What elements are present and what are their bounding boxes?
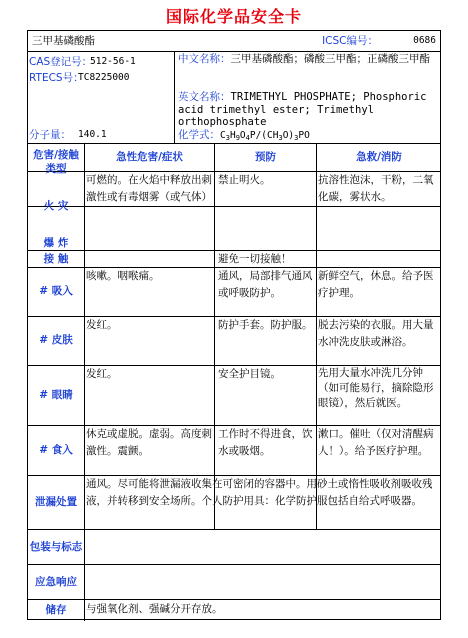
icsc-label: ICSC编号： — [322, 35, 378, 47]
storage-text: 与强氧化剂、强碱分开存放。 — [86, 603, 223, 615]
row-label-spill: 泄漏处置 — [35, 496, 77, 508]
skin-firstaid: 脱去污染的衣服。用大量水冲洗皮肤或淋浴。 — [318, 319, 434, 348]
rtecs-value: TC8225000 — [78, 72, 130, 83]
row-label-fire: 火 灾 — [43, 200, 69, 212]
chemical-formula: 化学式：$C_3H_9O_4P/(CH_3O)_3PO$ — [178, 129, 310, 142]
fire-firstaid: 抗溶性泡沫，干粉，二氧化碳，雾状水。 — [318, 174, 434, 203]
card-title: 国际化学品安全卡 — [165, 7, 302, 26]
english-name: 英文名称：TRIMETHYL PHOSPHATE; Phosphoric acid trimethyl ester; Trimethyl orthophosphate — [178, 91, 427, 128]
chinese-name: 中文名称：三甲基磷酸酯；磷酸三甲酯；正磷酸三甲酯 — [178, 53, 430, 65]
contact-prevention: 避免一切接触！ — [218, 253, 292, 265]
eyes-firstaid: 先用大量水冲洗几分钟（如可能易行，摘除隐形眼镜），然后就医。 — [318, 367, 434, 409]
col-header-firstaid: 急救/消防 — [356, 151, 402, 163]
col-header-type: 危害/接触类型 — [33, 149, 79, 175]
row-label-storage: 储存 — [45, 604, 67, 616]
ingestion-hazard: 休克或虚脱。虚弱。高度刺激性。震颤。 — [86, 428, 212, 457]
inhalation-prevention: 通风，局部排气通风或呼吸防护。 — [218, 270, 313, 299]
inhalation-firstaid: 新鲜空气，休息。给予医疗护理。 — [318, 270, 434, 299]
chemical-name: 三甲基磷酸酯 — [32, 35, 95, 47]
eyes-hazard: 发红。 — [86, 368, 118, 380]
fire-prevention: 禁止明火。 — [218, 174, 271, 186]
col-header-prevention: 预防 — [255, 151, 276, 163]
cas-label: CAS登记号： — [29, 56, 93, 68]
ingestion-firstaid: 漱口。催吐（仅对清醒病人！）。给予医疗护理。 — [318, 428, 434, 457]
row-label-skin: # 皮肤 — [39, 334, 73, 346]
inhalation-hazard: 咳嗽。咽喉痛。 — [86, 270, 160, 282]
row-label-ingestion: # 食入 — [39, 444, 73, 456]
row-label-inhalation: # 吸入 — [39, 285, 73, 297]
row-label-packaging: 包装与标志 — [29, 541, 83, 553]
formula-text: $C_3H_9O_4P/(CH_3O)_3PO$ — [220, 130, 310, 142]
spill-disposal-text: 通风。尽可能将泄漏液收集在可密闭的容器中。用砂土或惰性吸收剂吸收残液，并转移到安全场所。个人防护用具：化学防护服包括自给式呼吸器。 — [86, 478, 433, 507]
row-label-explosion: 爆 炸 — [43, 237, 69, 249]
eyes-prevention: 安全护目镜。 — [218, 368, 281, 380]
row-label-eyes: # 眼睛 — [39, 389, 73, 401]
molecular-weight-value: 140.1 — [78, 129, 107, 140]
skin-prevention: 防护手套。防护服。 — [218, 319, 313, 331]
skin-hazard: 发红。 — [86, 319, 118, 331]
fire-hazard: 可燃的。在火焰中释放出刺激性或有毒烟雾（或气体） — [86, 174, 212, 203]
molecular-weight-label: 分子量： — [29, 129, 71, 141]
rtecs-label: RTECS号： — [29, 72, 84, 84]
safety-card-table — [27, 30, 441, 620]
ingestion-prevention: 工作时不得进食，饮水或吸烟。 — [218, 428, 313, 457]
icsc-number: 0686 — [413, 35, 436, 46]
row-label-contact: 接 触 — [43, 253, 69, 265]
col-header-hazard: 急性危害/症状 — [116, 151, 183, 163]
cas-value: 512-56-1 — [90, 56, 136, 67]
row-label-emergency: 应急响应 — [35, 576, 77, 588]
